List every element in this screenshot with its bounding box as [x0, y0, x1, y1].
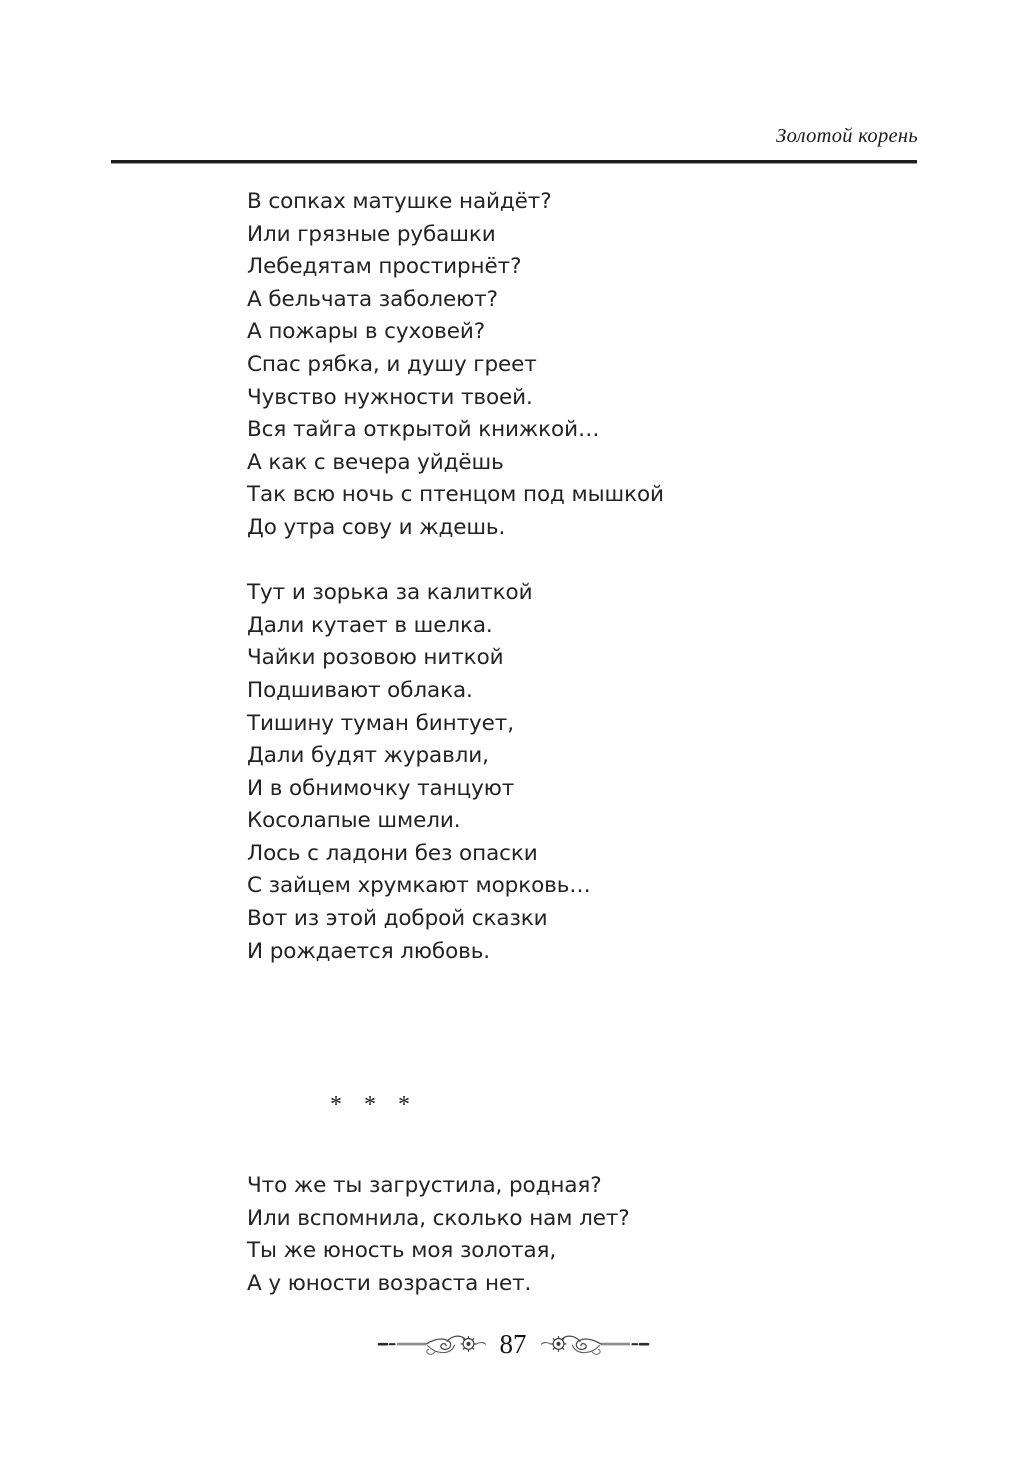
poem-line: Подшивают облака.	[247, 677, 473, 703]
poem-body-second	[247, 1170, 947, 1300]
poem-line: Лебедятам простирнёт?	[247, 254, 522, 280]
poem-line: Или грязные рубашки	[247, 221, 496, 247]
poem-line: Вот из этой доброй сказки	[247, 906, 548, 932]
poem-line: До утра сову и ждешь.	[247, 514, 506, 540]
poem-line: Что же ты загрустила, родная?	[247, 1173, 602, 1198]
poem-line: Ты же юность моя золотая,	[247, 1238, 557, 1264]
poem-line: Тишину туман бинтует,	[247, 710, 514, 736]
poem-line: А у юности возраста нет.	[247, 1270, 532, 1296]
poem-line: Лось с ладони без опаски	[247, 840, 538, 866]
poem-line: И рождается любовь.	[247, 938, 490, 964]
page-number: 87	[499, 1329, 527, 1359]
stanza	[247, 1170, 947, 1300]
floral-flourish-ornament-left	[377, 1331, 489, 1357]
poem-line: В сопках матушке найдёт?	[247, 189, 552, 214]
poem-line: Косолапые шмели.	[247, 808, 461, 834]
stanza	[247, 577, 947, 968]
poem-line: И в обнимочку танцуют	[247, 775, 515, 801]
poem-line: Дали кутает в шелка.	[247, 612, 493, 638]
floral-flourish-ornament-right	[538, 1331, 650, 1357]
poem-line: А как с вечера уйдёшь	[247, 449, 504, 475]
poem-line: Или вспомнила, сколько нам лет?	[247, 1205, 630, 1231]
page-footer	[0, 1330, 1026, 1357]
poem-line: С зайцем хрумкают морковь…	[247, 873, 591, 899]
poem-line: Вся тайга открытой книжкой…	[247, 417, 600, 443]
poem-line: А бельчата заболеют?	[247, 286, 498, 312]
poem-line: Тут и зорька за калиткой	[247, 580, 533, 606]
poem-line: Дали будят журавли,	[247, 743, 489, 769]
poem-line: Чувство нужности твоей.	[247, 384, 533, 410]
poem-line: Так всю ночь с птенцом под мышкой	[247, 482, 664, 508]
poem-line: Чайки розовою ниткой	[247, 645, 504, 671]
stanza	[247, 186, 947, 545]
poem-line: Спас рябка, и душу греет	[247, 351, 537, 377]
header-rule	[111, 160, 917, 164]
asterisk-separator: * * *	[330, 1092, 418, 1118]
running-head: Золотой корень	[776, 125, 918, 147]
poem-line: А пожары в суховей?	[247, 319, 486, 345]
poem-body	[247, 186, 947, 968]
